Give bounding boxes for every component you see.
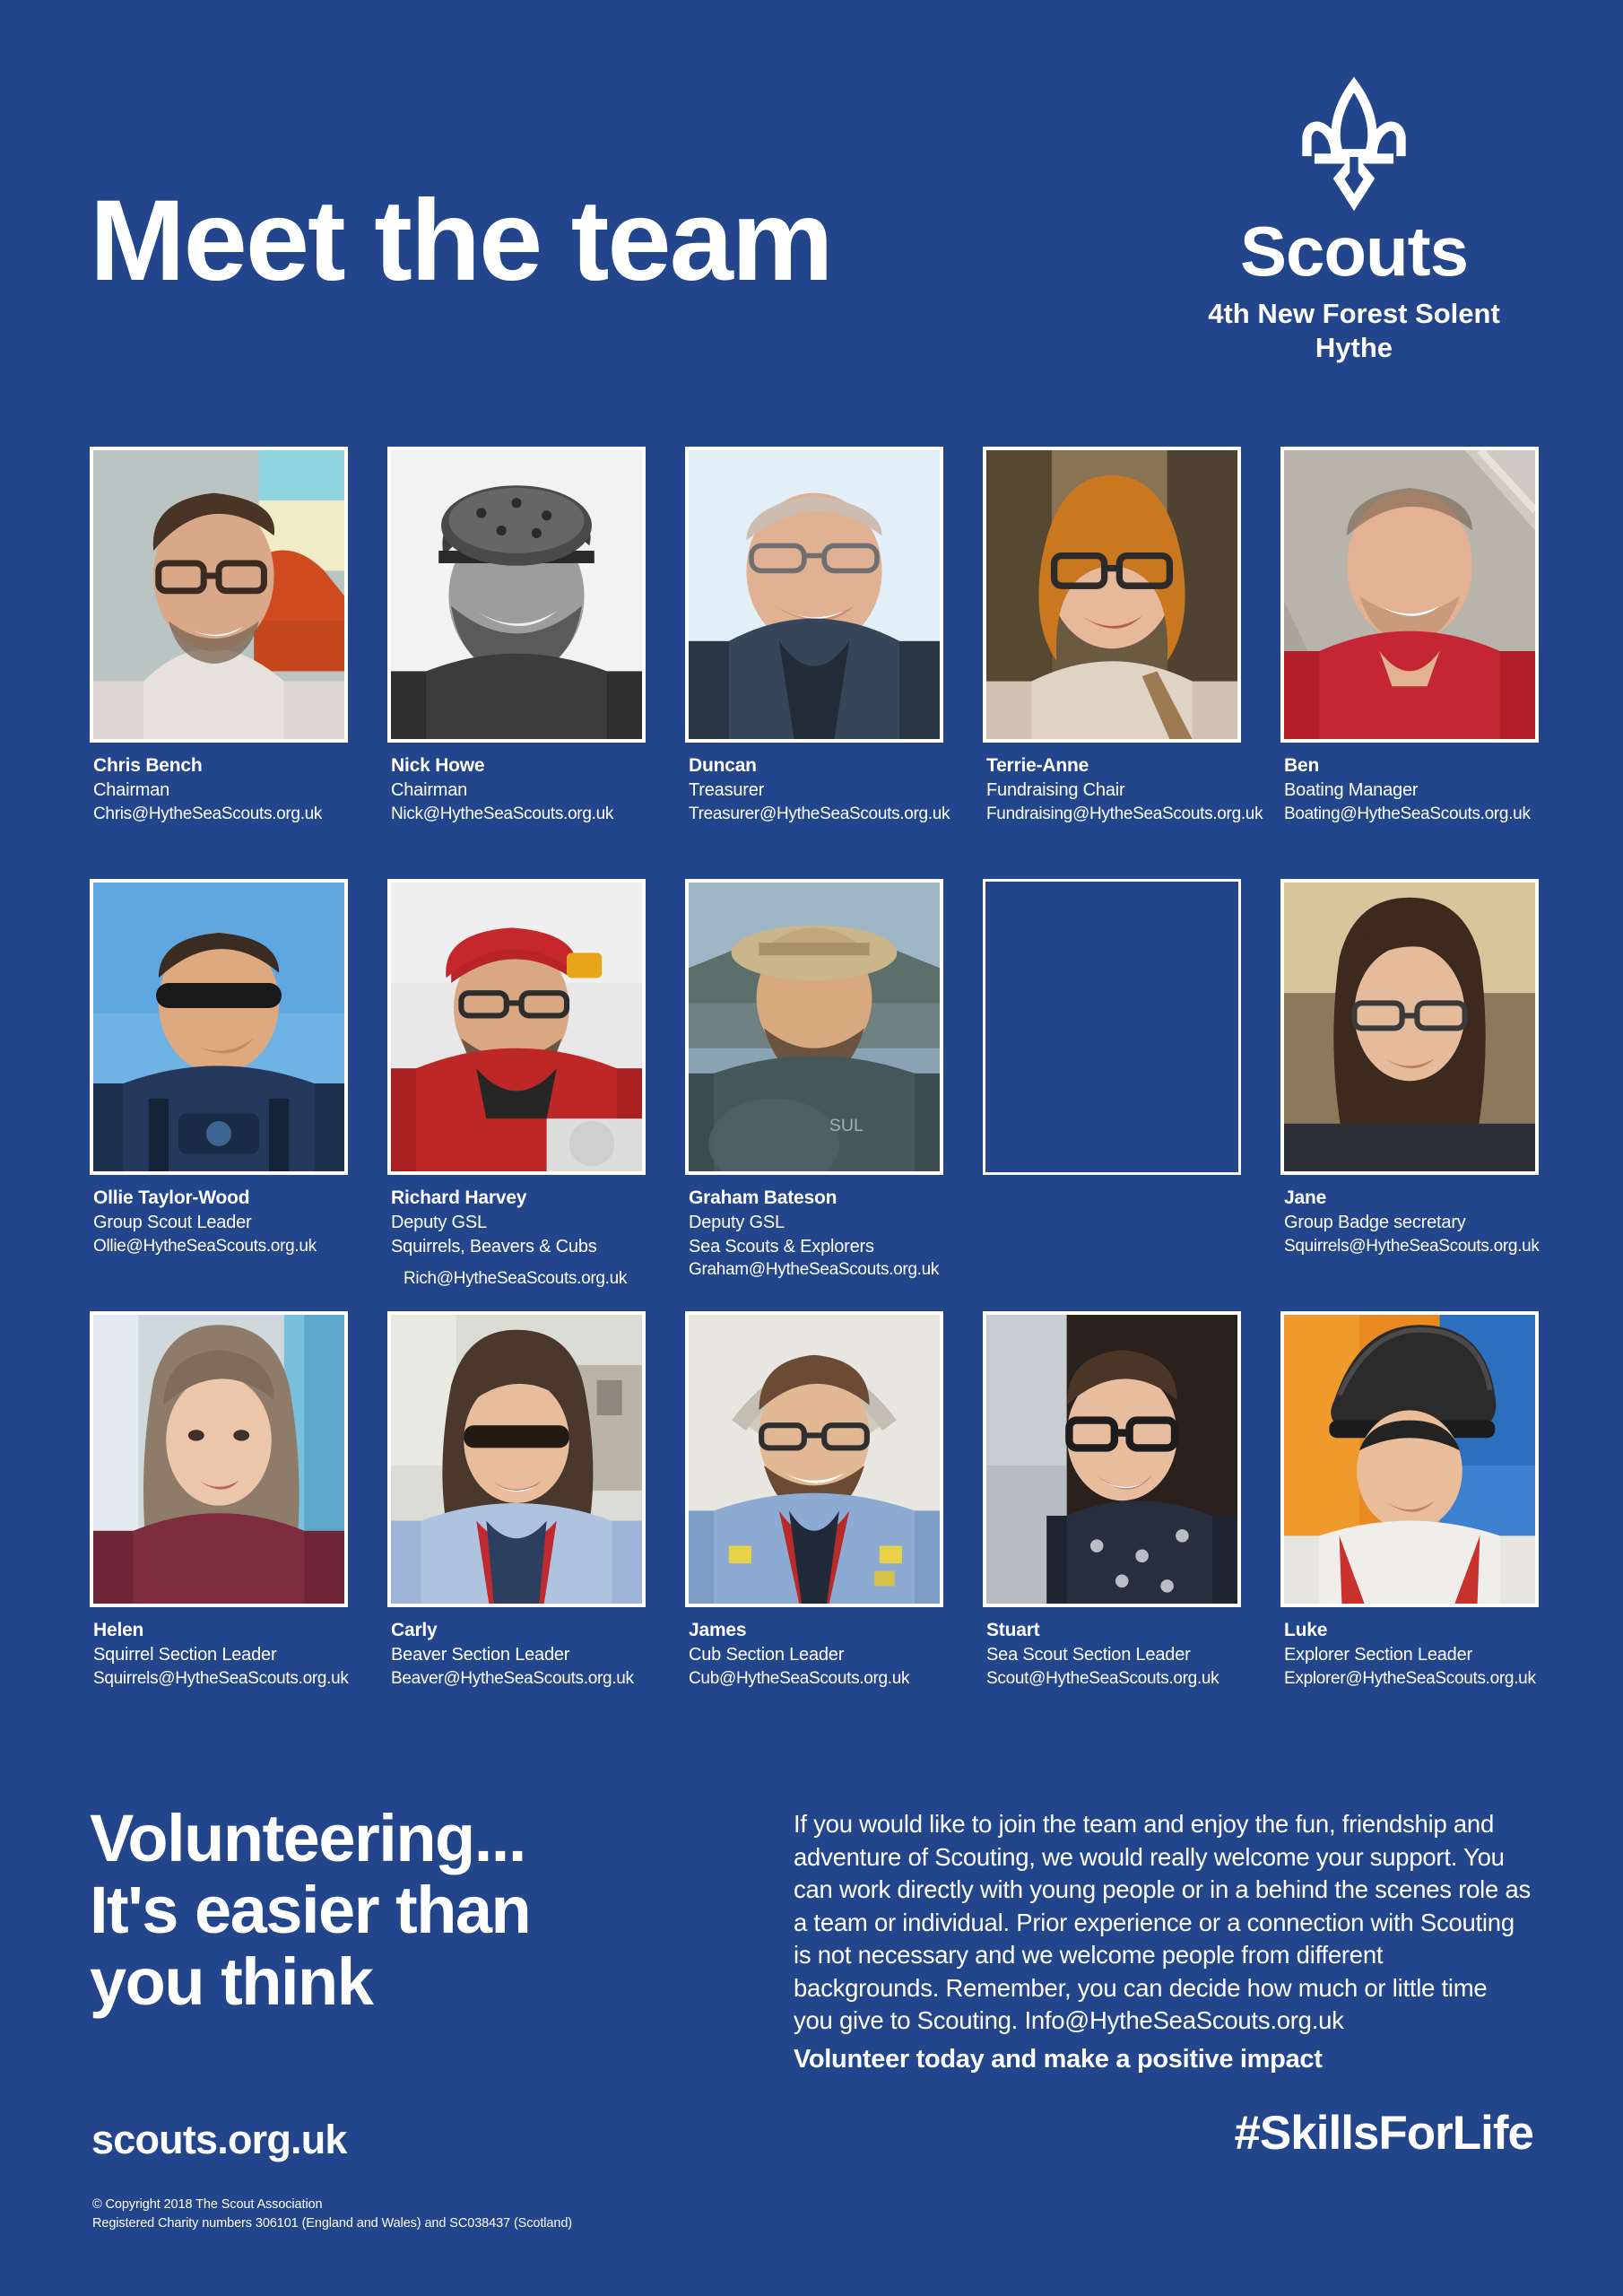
member-caption	[387, 1186, 646, 1291]
chris-bench-photo	[90, 447, 348, 743]
member-caption	[90, 1618, 348, 1690]
member-email[interactable]: Squirrels@HytheSeaScouts.org.uk	[93, 1668, 349, 1688]
member-name: Nick Howe	[391, 755, 485, 776]
copyright-notice	[92, 2196, 572, 2234]
member-role: Deputy GSL	[391, 1212, 487, 1232]
member-name: Graham Bateson	[689, 1187, 838, 1208]
team-member-card	[685, 447, 950, 879]
volunteering-call-to-action: Volunteer today and make a positive impact	[794, 2045, 1323, 2074]
team-member-card	[90, 1311, 348, 1742]
member-caption	[90, 1186, 348, 1257]
member-role: Chairman	[93, 779, 170, 800]
svg-text:SUL: SUL	[829, 1116, 864, 1136]
member-role: Chairman	[391, 779, 468, 800]
copyright-line1: © Copyright 2018 The Scout Association	[92, 2197, 323, 2212]
member-caption	[983, 1618, 1241, 1690]
member-name: Helen	[93, 1620, 144, 1640]
member-email[interactable]: Graham@HytheSeaScouts.org.uk	[689, 1260, 940, 1280]
team-grid	[90, 447, 1542, 1742]
member-name: Terrie-Anne	[986, 755, 1089, 776]
member-name: Jane	[1284, 1187, 1327, 1208]
member-name: James	[689, 1620, 747, 1640]
member-caption	[90, 753, 348, 825]
member-role: Deputy GSL	[689, 1212, 785, 1232]
member-role: Group Scout Leader	[93, 1212, 252, 1232]
member-role: Cub Section Leader	[689, 1644, 845, 1665]
team-member-card	[1280, 879, 1539, 1311]
team-member-card	[983, 879, 1241, 1311]
page-title: Meet the team	[90, 177, 832, 305]
team-member-card	[1280, 447, 1539, 879]
member-caption	[387, 753, 646, 825]
volunteering-heading-line2: It's easier than	[90, 1872, 531, 1947]
member-role: Boating Manager	[1284, 779, 1419, 800]
member-email[interactable]: Chris@HytheSeaScouts.org.uk	[93, 804, 323, 823]
member-caption	[1280, 753, 1539, 825]
scouts-brand-block	[1175, 76, 1533, 365]
member-caption	[1280, 1186, 1539, 1257]
volunteering-section	[0, 1767, 1623, 2296]
team-member-card	[387, 879, 646, 1311]
member-role: Treasurer	[689, 779, 765, 800]
member-email[interactable]: Treasurer@HytheSeaScouts.org.uk	[689, 804, 950, 823]
volunteering-body-text: If you would like to join the team and enjoy the fun, friendship and adventure of Scouting, we would really welcome your support. You can work directly with young people or in a behind the scenes role as a team or individual. Prior experience or a connection with Scouting is not necessary and we welcome people from different backgrounds. Remember, you can decide how much or little time you give to Scouting. Info@HytheSeaScouts.org.uk	[794, 1810, 1531, 2035]
member-email[interactable]: Ollie@HytheSeaScouts.org.uk	[93, 1236, 317, 1256]
member-role: Group Badge secretary	[1284, 1212, 1466, 1232]
member-role: Explorer Section Leader	[1284, 1644, 1472, 1665]
member-email[interactable]: Cub@HytheSeaScouts.org.uk	[689, 1668, 910, 1688]
scouts-fleur-de-lis-icon	[1175, 76, 1533, 211]
member-caption	[685, 1186, 943, 1282]
member-caption	[983, 753, 1263, 825]
team-member-card	[983, 1311, 1241, 1742]
member-caption	[387, 1618, 646, 1690]
ben-photo	[1280, 447, 1539, 743]
member-name: Richard Harvey	[391, 1187, 527, 1208]
member-caption	[1280, 1618, 1539, 1690]
member-email[interactable]: Beaver@HytheSeaScouts.org.uk	[391, 1668, 634, 1688]
member-email[interactable]: Squirrels@HytheSeaScouts.org.uk	[1284, 1236, 1540, 1256]
member-role-secondary: Sea Scouts & Explorers	[689, 1236, 874, 1257]
member-name: Duncan	[689, 755, 757, 776]
team-member-card	[387, 447, 646, 879]
team-member-card	[90, 447, 348, 879]
nick-howe-photo	[387, 447, 646, 743]
member-email[interactable]: Scout@HytheSeaScouts.org.uk	[986, 1668, 1219, 1688]
member-name: Stuart	[986, 1620, 1040, 1640]
team-member-card	[983, 447, 1263, 879]
member-role-secondary: Squirrels, Beavers & Cubs	[391, 1236, 597, 1257]
empty-photo-placeholder	[983, 879, 1241, 1175]
member-email[interactable]: Boating@HytheSeaScouts.org.uk	[1284, 804, 1531, 823]
skills-for-life-hashtag: #SkillsForLife	[1234, 2107, 1533, 2160]
richard-harvey-photo	[387, 879, 646, 1175]
ollie-taylor-wood-photo	[90, 879, 348, 1175]
member-name: Ollie Taylor-Wood	[93, 1187, 250, 1208]
team-row	[90, 447, 1542, 879]
team-row	[90, 879, 1542, 1311]
member-email[interactable]: Rich@HytheSeaScouts.org.uk	[404, 1269, 628, 1289]
volunteering-heading-line3: you think	[90, 1944, 373, 2019]
member-role: Sea Scout Section Leader	[986, 1644, 1191, 1665]
poster-header	[0, 0, 1623, 422]
member-name: Luke	[1284, 1620, 1328, 1640]
team-member-card	[685, 1311, 943, 1742]
scouts-website-link[interactable]: scouts.org.uk	[91, 2117, 347, 2162]
member-role: Fundraising Chair	[986, 779, 1125, 800]
brand-name: Scouts	[1239, 212, 1469, 291]
brand-group-line1: 4th New Forest Solent	[1208, 298, 1500, 329]
jane-photo	[1280, 879, 1539, 1175]
member-name: Carly	[391, 1620, 438, 1640]
carly-photo	[387, 1311, 646, 1607]
member-caption	[685, 753, 950, 825]
team-member-card	[685, 879, 943, 1311]
member-email[interactable]: Fundraising@HytheSeaScouts.org.uk	[986, 804, 1263, 823]
graham-bateson-photo	[685, 879, 943, 1175]
member-name: Ben	[1284, 755, 1320, 776]
member-role: Squirrel Section Leader	[93, 1644, 277, 1665]
brand-group-line2: Hythe	[1315, 331, 1393, 363]
member-email[interactable]: Nick@HytheSeaScouts.org.uk	[391, 804, 614, 823]
team-row	[90, 1311, 1542, 1742]
member-name: Chris Bench	[93, 755, 203, 776]
duncan-photo	[685, 447, 943, 743]
team-member-card	[90, 879, 348, 1311]
team-member-card	[387, 1311, 646, 1742]
member-role: Beaver Section Leader	[391, 1644, 570, 1665]
copyright-line2: Registered Charity numbers 306101 (England and Wales) and SC038437 (Scotland)	[92, 2216, 573, 2231]
member-email[interactable]: Explorer@HytheSeaScouts.org.uk	[1284, 1668, 1536, 1688]
helen-photo	[90, 1311, 348, 1607]
luke-photo	[1280, 1311, 1539, 1607]
volunteering-heading	[90, 1803, 717, 2018]
james-photo	[685, 1311, 943, 1607]
brand-group-name	[1175, 297, 1533, 365]
stuart-photo	[983, 1311, 1241, 1607]
team-member-card	[1280, 1311, 1539, 1742]
terrie-anne-photo	[983, 447, 1241, 743]
member-caption	[685, 1618, 943, 1690]
volunteering-heading-line1: Volunteering...	[90, 1801, 525, 1875]
